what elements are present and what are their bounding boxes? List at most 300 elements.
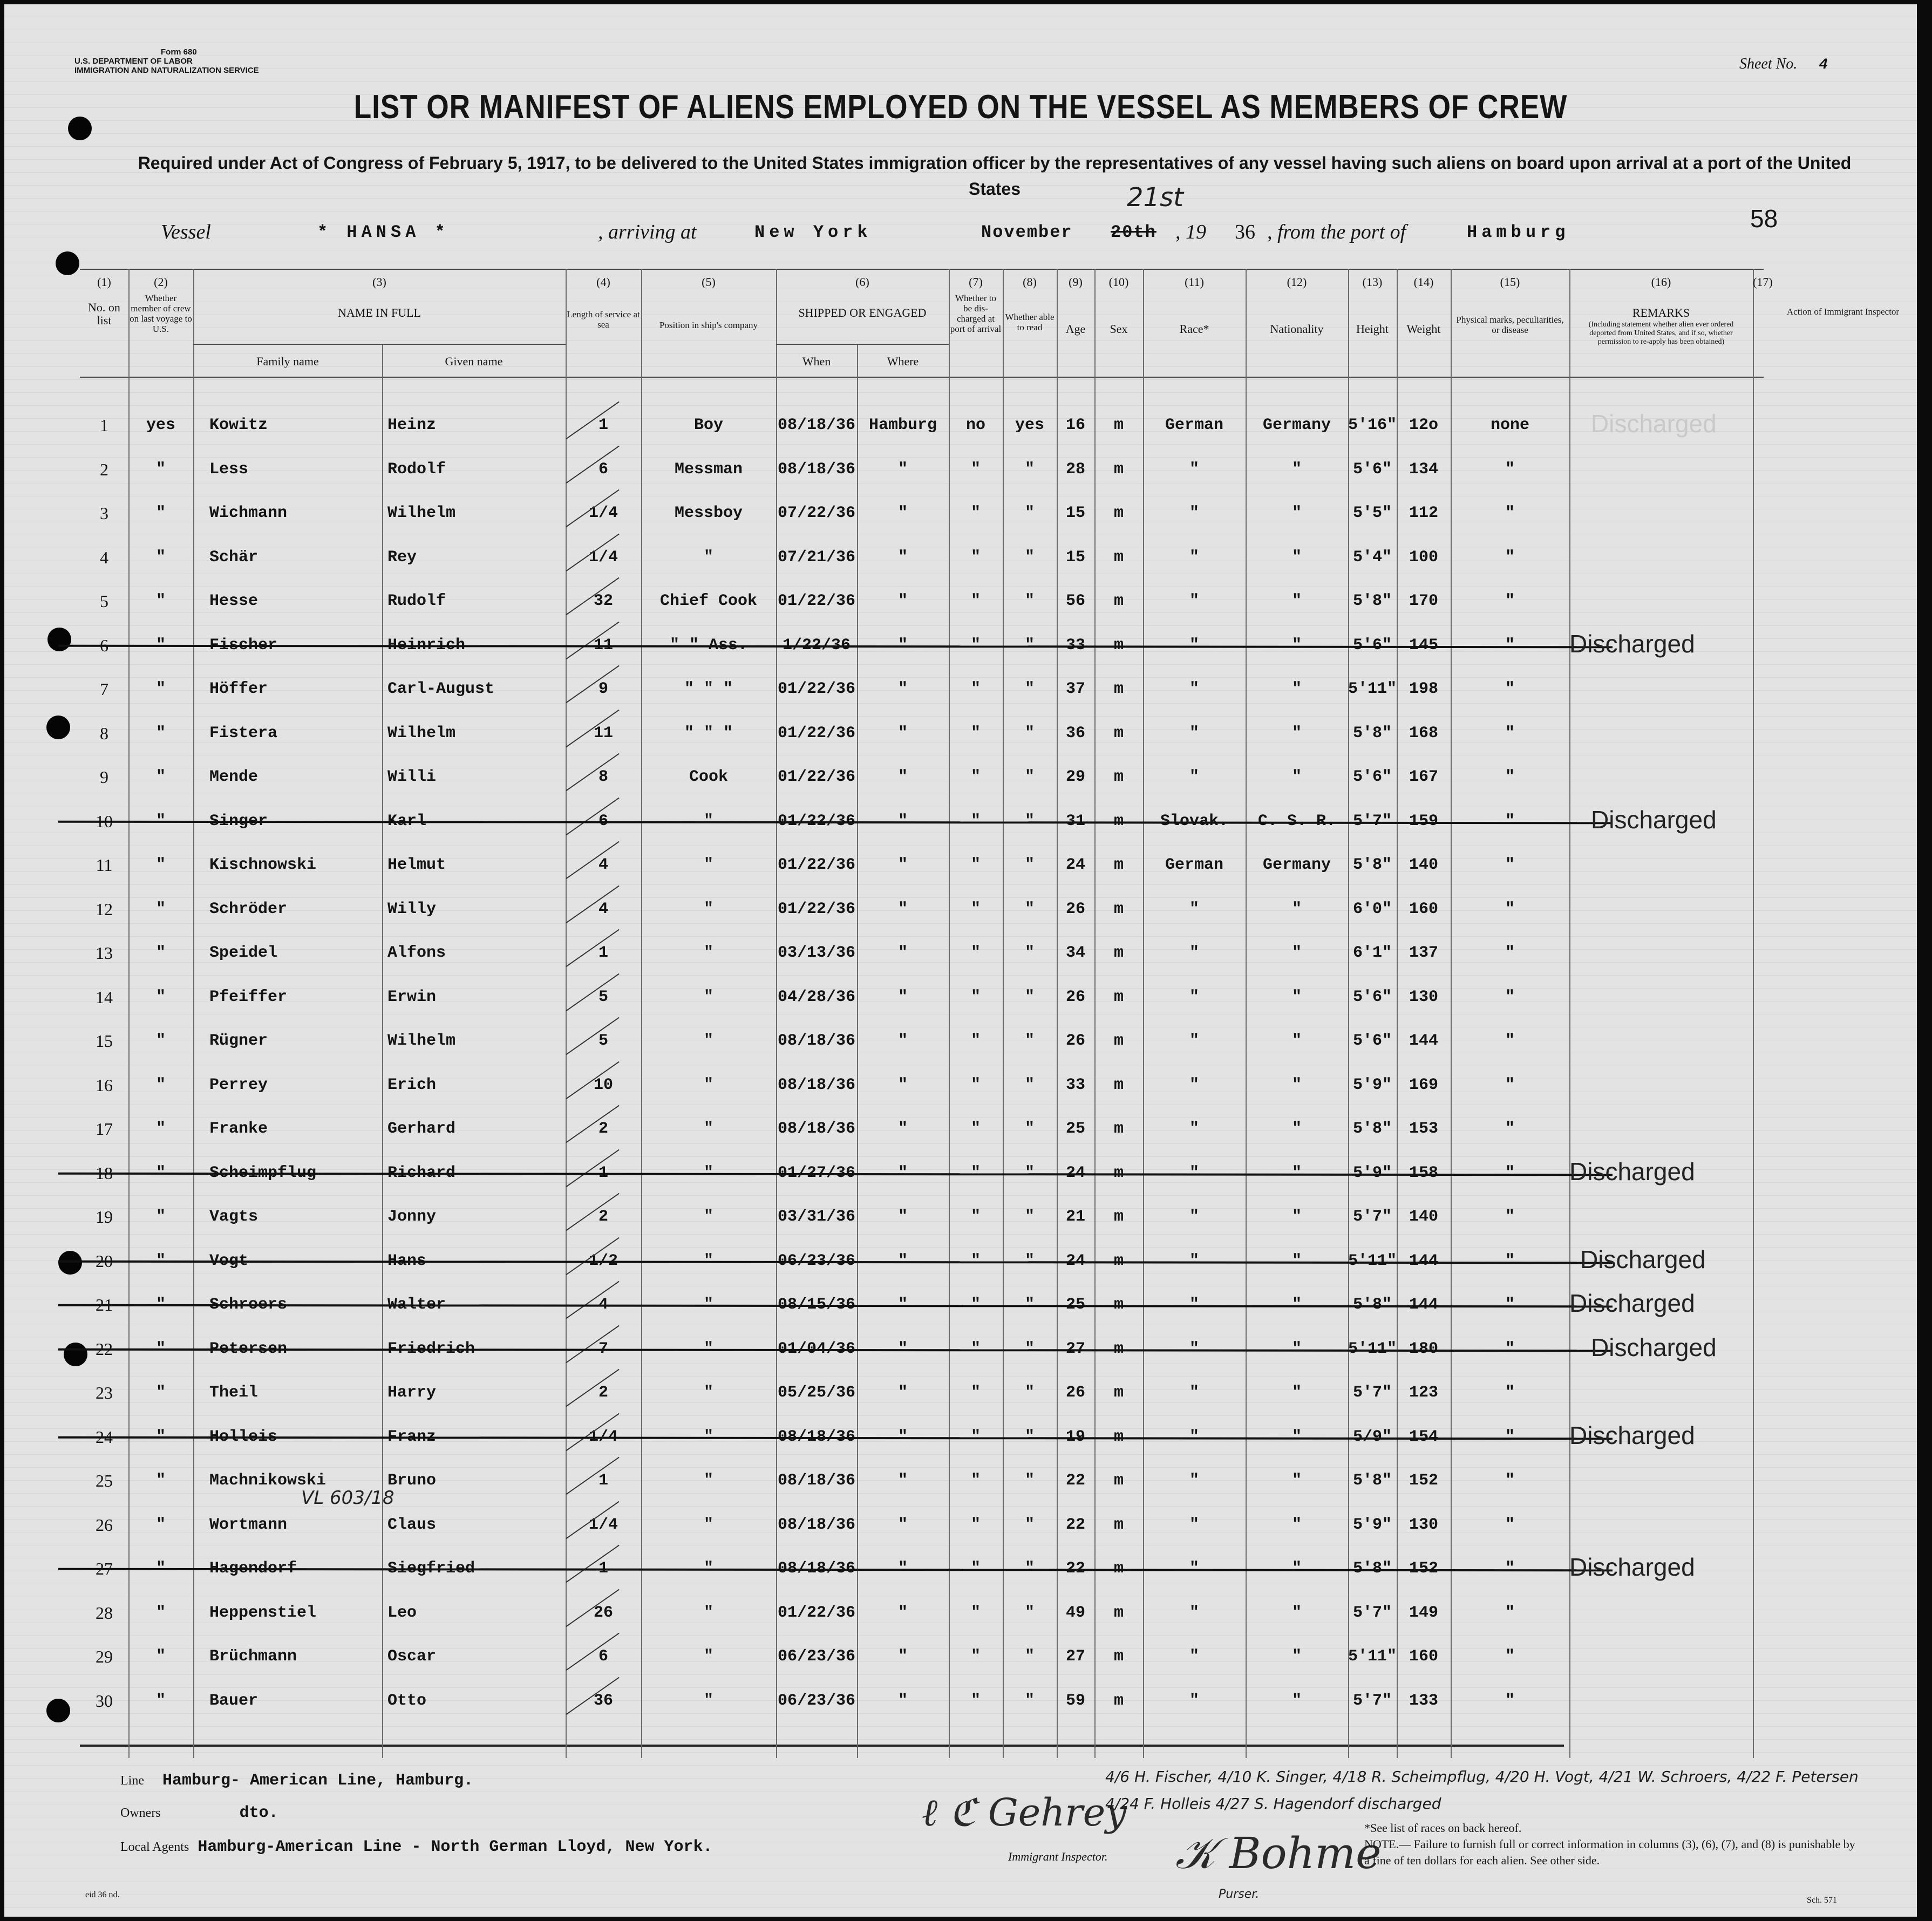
table-row [80,843,1764,887]
cell-family: Franke [209,1120,268,1138]
cell-length: 10 [593,1075,613,1094]
cell-where: Hamburg [868,416,937,434]
shipped-subrule [776,344,949,345]
form-info [74,47,259,75]
table-row [80,1107,1764,1150]
cell-given: Friedrich [387,1339,475,1358]
cell-member: " [155,1075,166,1094]
cell-member: " [155,812,166,830]
header-when: When [802,355,831,368]
cell-family: Fistera [209,724,278,742]
punch-hole [68,117,92,140]
cell-age: 26 [1065,1384,1085,1402]
cell-member: " [155,680,166,698]
cell-family: Machnikowski [209,1472,326,1490]
page-number: 58 [1750,205,1778,233]
cell-family: Kischnowski [209,856,317,874]
cell-age: 31 [1065,812,1085,830]
cell-given: Erich [387,1075,437,1094]
cell-position: " [703,856,713,874]
cell-no: 3 [100,503,108,523]
cell-when: 08/18/36 [777,1515,856,1534]
cell-discharged: " [970,724,981,742]
cell-physical: " [1505,724,1515,742]
cell-race: " [1189,1075,1199,1094]
table-row [80,1487,1764,1547]
cell-race: " [1189,1032,1199,1050]
cell-age: 33 [1065,1075,1085,1094]
cell-position: " [703,1559,713,1578]
table-top-rule [80,269,1764,270]
manifest-sheet [4,4,1917,1917]
cell-given: Rodolf [387,460,446,479]
cell-position: Chief Cook [659,592,758,610]
cell-nationality: " [1291,900,1302,918]
cell-sex: m [1113,460,1124,479]
table-row [80,1371,1764,1414]
purser-signature: 𝒦 Bohme [1175,1828,1382,1878]
table-row [80,1547,1764,1590]
cell-no: 26 [96,1515,113,1535]
cell-race: " [1189,1251,1199,1270]
table-row [80,800,1764,843]
cell-read: " [1024,504,1035,522]
header-action-clip [1754,306,1900,371]
cell-nationality: C. S. R. [1257,812,1336,830]
cell-where: " [897,1559,908,1578]
cell-read: " [1024,812,1035,830]
cell-discharged: " [970,768,981,786]
cell-where: " [897,1427,908,1446]
cell-weight: 170 [1409,592,1438,610]
cell-given: Heinrich [387,636,466,655]
cell-physical: " [1505,1384,1515,1402]
cell-family: Wortmann [209,1515,288,1534]
cell-where: " [897,1472,908,1490]
table-row [80,536,1764,579]
cell-given: Wilhelm [387,724,456,742]
cell-height: 5'11" [1348,1251,1397,1270]
cell-nationality: " [1291,636,1302,655]
cell-discharged: " [970,1163,981,1182]
cell-no: 20 [96,1251,113,1271]
cell-height: 5'7" [1352,812,1392,830]
table-header-rule [80,377,1764,378]
cell-where: " [897,944,908,962]
page-subtitle: Required under Act of Congress of February 5, 1917, to be delivered to the United States immigration officer by the representatives of any vessel having such aliens on board upon arrival at a port of the United States [138,153,1852,199]
cell-nationality: " [1291,1472,1302,1490]
cell-physical: " [1505,1603,1515,1622]
cell-where: " [897,1296,908,1314]
cell-read: " [1024,1075,1035,1094]
table-row [80,1679,1764,1722]
cell-sex: m [1113,592,1124,610]
cell-read: " [1024,1515,1035,1534]
service: IMMIGRATION AND NATURALIZATION SERVICE [74,66,259,75]
cell-age: 29 [1065,768,1085,786]
cell-where: " [897,1251,908,1270]
cell-age: 24 [1065,1163,1085,1182]
cell-nationality: " [1291,1647,1302,1666]
cell-weight: 123 [1409,1384,1438,1402]
cell-when: 08/15/36 [777,1296,856,1314]
cell-race: " [1189,987,1199,1006]
cell-position: Boy [693,416,723,434]
cell-given: Leo [387,1603,417,1622]
cell-member: " [155,1691,166,1710]
cell-position: Messman [674,460,743,479]
cell-height: 5'6" [1352,460,1392,479]
cell-weight: 167 [1409,768,1438,786]
cell-discharged: " [970,1384,981,1402]
column-number: (7) [969,275,983,289]
cell-length: 2 [598,1208,608,1226]
cell-length: 8 [598,768,608,786]
cell-length: 7 [598,1339,608,1358]
cell-discharged: " [970,812,981,830]
cell-height: 5'11" [1348,1647,1397,1666]
cell-given: Claus [387,1515,437,1534]
cell-given: Wilhelm [387,1032,456,1050]
cell-age: 24 [1065,856,1085,874]
cell-given: Carl-August [387,680,495,698]
remark-discharged: Discharged [1569,1157,1695,1186]
cell-length: 1 [598,1472,608,1490]
cell-where: " [897,768,908,786]
cell-discharged: " [970,636,981,655]
cell-position: " [703,1296,713,1314]
column-number: (3) [372,275,386,289]
cell-family: Petersen [209,1339,288,1358]
cell-read: " [1024,1120,1035,1138]
column-number: (14) [1413,275,1434,289]
cell-read: " [1024,592,1035,610]
cell-nationality: " [1291,504,1302,522]
owners-label: Owners [120,1806,161,1820]
cell-length: 2 [598,1120,608,1138]
cell-physical: " [1505,1075,1515,1094]
cell-weight: 134 [1409,460,1438,479]
cell-physical: " [1505,856,1515,874]
line-value: Hamburg- American Line, Hamburg. [162,1772,474,1790]
cell-family: Fischer [209,636,278,655]
cell-sex: m [1113,1384,1124,1402]
cell-where: " [897,1075,908,1094]
cell-race: Slovak. [1160,812,1229,830]
cell-member: " [155,1296,166,1314]
cell-discharged: " [970,1208,981,1226]
cell-when: 01/22/36 [777,768,856,786]
cell-given: Heinz [387,416,437,434]
cell-discharged: " [970,1515,981,1534]
punch-hole [58,1251,82,1275]
cell-age: 21 [1065,1208,1085,1226]
cell-physical: " [1505,900,1515,918]
cell-no: 18 [96,1163,113,1183]
cell-when: 1/22/36 [782,636,851,655]
cell-given: Karl [387,812,427,830]
cell-no: 27 [96,1559,113,1578]
cell-no: 8 [100,723,108,743]
cell-nationality: " [1291,680,1302,698]
cell-where: " [897,1384,908,1402]
cell-read: " [1024,460,1035,479]
column-number: (4) [596,275,610,289]
inspector-signature: ℓ ℭ Gehrey [922,1790,1127,1835]
cell-weight: 152 [1409,1559,1438,1578]
cell-weight: 169 [1409,1075,1438,1094]
cell-read: " [1024,1559,1035,1578]
cell-weight: 180 [1409,1339,1438,1358]
cell-given: Franz [387,1427,437,1446]
cell-height: 5'8" [1352,1472,1392,1490]
cell-nationality: " [1291,768,1302,786]
cell-member: " [155,1559,166,1578]
cell-member: " [155,1472,166,1490]
cell-given: Willi [387,768,437,786]
cell-position: " [703,1163,713,1182]
cell-family: Pfeiffer [209,987,288,1006]
header-height: Height [1356,322,1389,336]
cell-position: " " " [684,724,733,742]
cell-nationality: " [1291,1163,1302,1182]
cell-height: 5'11" [1348,1339,1397,1358]
cell-read: " [1024,1472,1035,1490]
header-physical: Physical marks, peculiarities, or disease [1456,315,1564,335]
cell-given: Helmut [387,856,446,874]
cell-when: 06/23/36 [777,1647,856,1666]
cell-position: " [703,1120,713,1138]
cell-discharged: " [970,1120,981,1138]
cell-read: yes [1015,416,1044,434]
cell-position: " " " [684,680,733,698]
table-row [80,1635,1764,1678]
punch-hole [56,251,79,275]
form-number: Form 680 [161,47,197,57]
owners-value: dto. [239,1804,278,1822]
cell-length: 11 [593,724,613,742]
cell-weight: 168 [1409,724,1438,742]
cell-position: " [703,900,713,918]
cell-discharged: " [970,1032,981,1050]
cell-position: " [703,1384,713,1402]
cell-no: 15 [96,1031,113,1051]
cell-sex: m [1113,680,1124,698]
cell-age: 15 [1065,504,1085,522]
cell-length: 6 [598,460,608,479]
cell-family: Perrey [209,1075,268,1094]
cell-position: " [703,548,713,567]
cell-weight: 198 [1409,680,1438,698]
cell-position: " [703,1075,713,1094]
cell-where: " [897,900,908,918]
cell-member: " [155,987,166,1006]
cell-weight: 149 [1409,1603,1438,1622]
cell-when: 08/18/36 [777,1427,856,1446]
cell-physical: " [1505,768,1515,786]
punch-hole [47,628,71,651]
cell-height: 5'6" [1352,987,1392,1006]
table-row [80,624,1764,667]
footer-owners [120,1804,278,1822]
cell-weight: 137 [1409,944,1438,962]
cell-discharged: " [970,680,981,698]
table-row [80,931,1764,975]
cell-read: " [1024,1427,1035,1446]
cell-no: 25 [96,1471,113,1490]
cell-position: " [703,1515,713,1534]
cell-given: Erwin [387,987,437,1006]
header-no-on-list: No. on list [88,301,120,327]
cell-age: 28 [1065,460,1085,479]
cell-member: " [155,1384,166,1402]
cell-age: 26 [1065,1032,1085,1050]
cell-age: 16 [1065,416,1085,434]
cell-weight: 158 [1409,1163,1438,1182]
cell-member: " [155,768,166,786]
cell-age: 36 [1065,724,1085,742]
cell-given: Oscar [387,1647,437,1666]
cell-nationality: " [1291,1120,1302,1138]
cell-race: " [1189,900,1199,918]
cell-family: Vogt [209,1251,249,1270]
cell-sex: m [1113,1427,1124,1446]
cell-length: 5 [598,987,608,1006]
cell-sex: m [1113,416,1124,434]
cell-when: 08/18/36 [777,1472,856,1490]
cell-nationality: " [1291,592,1302,610]
header-shipped: SHIPPED OR ENGAGED [798,306,927,319]
cell-length: 6 [598,812,608,830]
cell-when: 01/22/36 [777,680,856,698]
cell-no: 17 [96,1119,113,1139]
table-row [80,667,1764,711]
cell-discharged: " [970,1603,981,1622]
cell-nationality: " [1291,1603,1302,1622]
header-length-of-service: Length of service at sea [567,309,640,330]
cell-when: 04/28/36 [777,987,856,1006]
cell-where: " [897,856,908,874]
cell-when: 08/18/36 [777,1559,856,1578]
cell-family: Heppenstiel [209,1603,317,1622]
cell-member: " [155,548,166,567]
cell-where: " [897,1691,908,1710]
cell-family: Scheimpflug [209,1163,317,1182]
cell-height: 5'16" [1348,416,1397,434]
cell-age: 22 [1065,1472,1085,1490]
cell-no: 30 [96,1691,113,1711]
cell-no: 28 [96,1603,113,1623]
cell-race: " [1189,1472,1199,1490]
table-row [80,1415,1764,1459]
cell-sex: m [1113,987,1124,1006]
cell-sex: m [1113,636,1124,655]
cell-sex: m [1113,812,1124,830]
cell-discharged: " [970,1427,981,1446]
cell-where: " [897,1032,908,1050]
cell-where: " [897,1163,908,1182]
cell-weight: 12o [1409,416,1438,434]
cell-race: " [1189,548,1199,567]
cell-height: 5'5" [1352,504,1392,522]
column-number: (10) [1108,275,1129,289]
cell-age: 27 [1065,1647,1085,1666]
cell-no: 9 [100,767,108,787]
cell-when: 01/22/36 [777,592,856,610]
cell-position: " [703,812,713,830]
arrival-day-typed: 20th [1111,222,1157,242]
arriving-port: New York [754,222,872,242]
cell-race: " [1189,724,1199,742]
cell-sex: m [1113,1163,1124,1182]
cell-sex: m [1113,1472,1124,1490]
column-number: (6) [855,275,869,289]
cell-discharged: " [970,856,981,874]
table-row [80,888,1764,931]
cell-sex: m [1113,768,1124,786]
cell-when: 08/18/36 [777,1032,856,1050]
cell-race: " [1189,592,1199,610]
cell-position: Cook [689,768,728,786]
cell-height: 5'7" [1352,1603,1392,1622]
cell-when: 03/31/36 [777,1208,856,1226]
cell-family: Rügner [209,1032,268,1050]
cell-weight: 152 [1409,1472,1438,1490]
cell-race: " [1189,944,1199,962]
cell-position: " [703,1603,713,1622]
cell-nationality: " [1291,1427,1302,1446]
cell-weight: 130 [1409,987,1438,1006]
cell-weight: 145 [1409,636,1438,655]
agents-value: Hamburg-American Line - North German Lloyd, New York. [198,1838,713,1856]
cell-physical: " [1505,1472,1515,1490]
cell-age: 27 [1065,1339,1085,1358]
cell-member: " [155,504,166,522]
cell-no: 2 [100,459,108,479]
cell-family: Less [209,460,249,479]
cell-sex: m [1113,1032,1124,1050]
cell-age: 37 [1065,680,1085,698]
cell-nationality: " [1291,1384,1302,1402]
cell-length: 1 [598,1163,608,1182]
cell-height: 5'6" [1352,636,1392,655]
cell-length: 11 [593,636,613,655]
cell-position: " [703,1208,713,1226]
table-row [80,580,1764,623]
cell-given: Siegfried [387,1559,475,1578]
cell-weight: 154 [1409,1427,1438,1446]
cell-height: 5'8" [1352,724,1392,742]
cell-read: " [1024,1208,1035,1226]
cell-weight: 112 [1409,504,1438,522]
cell-physical: " [1505,1163,1515,1182]
cell-height: 5/9" [1352,1427,1392,1446]
cell-physical: " [1505,460,1515,479]
crew-table [80,269,1900,1758]
cell-no: 21 [96,1295,113,1314]
cell-when: 07/21/36 [777,548,856,567]
cell-length: 4 [598,856,608,874]
cell-family: Vagts [209,1208,258,1226]
remark-discharged: Discharged [1580,1245,1706,1273]
cell-weight: 100 [1409,548,1438,567]
cell-nationality: " [1291,1075,1302,1094]
cell-nationality: " [1291,1515,1302,1534]
cell-race: " [1189,1208,1199,1226]
cell-nationality: " [1291,1032,1302,1050]
cell-member: " [155,1208,166,1226]
cell-when: 06/23/36 [777,1691,856,1710]
